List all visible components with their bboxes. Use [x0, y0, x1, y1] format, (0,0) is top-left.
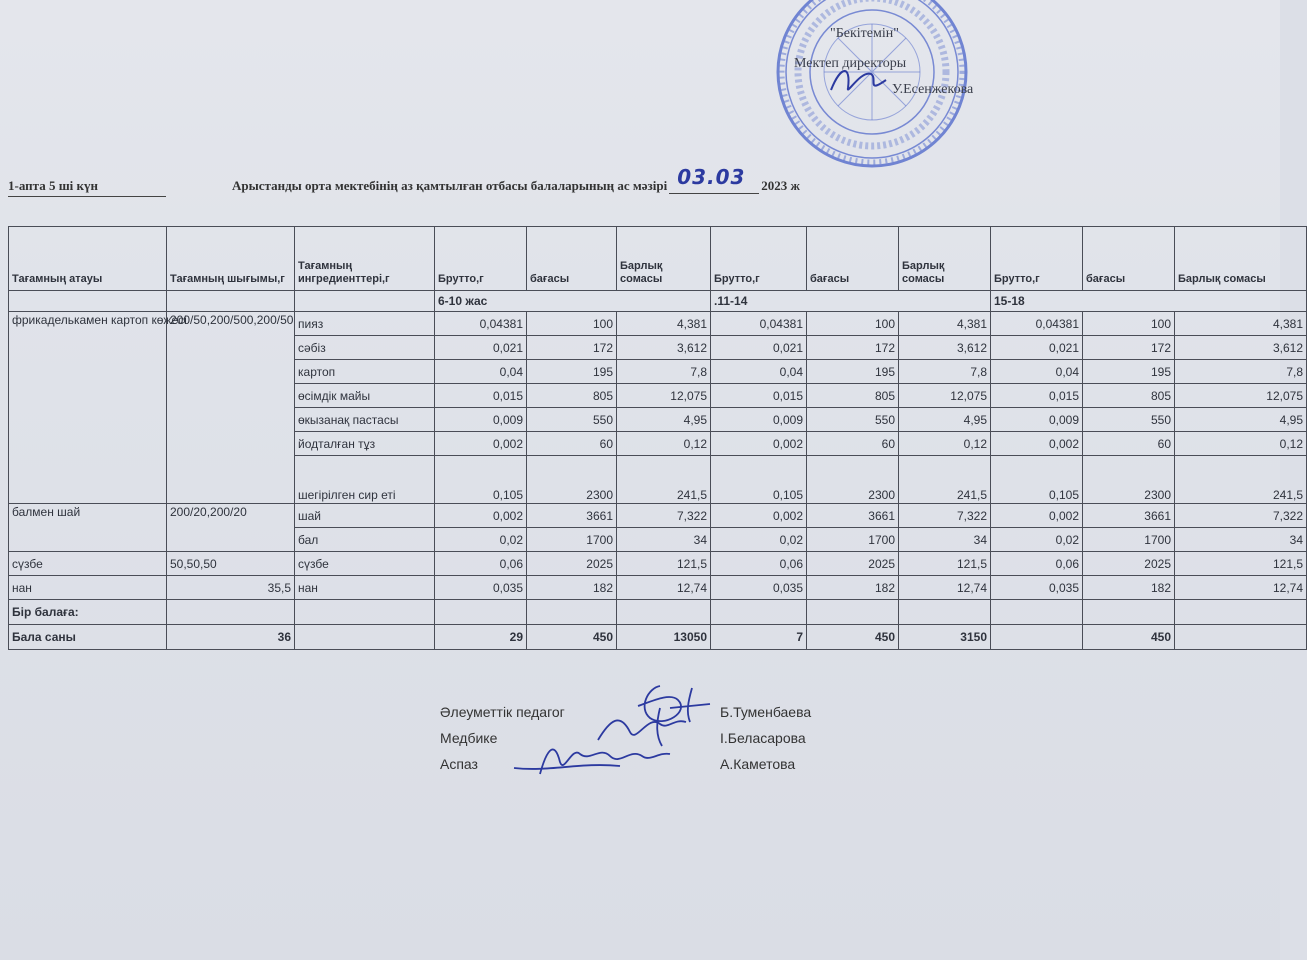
ingredient: шегірілген сир еті [295, 456, 435, 504]
col-header: бағасы [527, 227, 617, 291]
cell: 0,021 [435, 336, 527, 360]
cell: 0,002 [435, 432, 527, 456]
per-child-row [9, 600, 1307, 625]
dish-output: 200/20,200/20 [167, 504, 295, 552]
cell: 7,322 [617, 504, 711, 528]
cell: 182 [1083, 576, 1175, 600]
cell: 0,015 [991, 384, 1083, 408]
col-header: бағасы [807, 227, 899, 291]
age-group-row [9, 291, 1307, 312]
age-group-label: 6-10 жас [435, 291, 711, 312]
per-child-label: Бір балаға: [9, 600, 167, 625]
signature-name: І.Беласарова [720, 730, 806, 746]
table-row [9, 552, 1307, 576]
child-count-label: Бала саны [9, 625, 167, 650]
cell: 4,95 [899, 408, 991, 432]
dish-name: сүзбе [9, 552, 167, 576]
cell: 0,009 [991, 408, 1083, 432]
cell: 12,075 [899, 384, 991, 408]
col-header: бағасы [1083, 227, 1175, 291]
cell: 1700 [527, 528, 617, 552]
cell: 0,02 [435, 528, 527, 552]
cell [1175, 625, 1307, 650]
cell: 172 [527, 336, 617, 360]
cell: 0,002 [991, 504, 1083, 528]
cell: 0,12 [617, 432, 711, 456]
col-header: Брутто,г [711, 227, 807, 291]
cell: 4,95 [617, 408, 711, 432]
col-header: Тағамның ингредиенттері,г [295, 227, 435, 291]
cell: 2025 [807, 552, 899, 576]
cell: 0,105 [435, 456, 527, 504]
ingredient: өсімдік майы [295, 384, 435, 408]
cell: 60 [1083, 432, 1175, 456]
cell: 0,002 [991, 432, 1083, 456]
signature-name: А.Каметова [720, 756, 796, 772]
ingredient: бал [295, 528, 435, 552]
cell: 0,002 [711, 504, 807, 528]
cell: 0,035 [435, 576, 527, 600]
table-row [9, 312, 1307, 336]
cell: 450 [1083, 625, 1175, 650]
cell: 0,06 [991, 552, 1083, 576]
menu-title [232, 165, 800, 194]
table-row [9, 576, 1307, 600]
date-field [669, 165, 759, 194]
cell: 0,009 [435, 408, 527, 432]
cell: 2025 [527, 552, 617, 576]
signature-role: Аспаз [440, 756, 478, 772]
cell: 0,009 [711, 408, 807, 432]
cell: 0,12 [1175, 432, 1307, 456]
cell: 182 [527, 576, 617, 600]
cell: 34 [1175, 528, 1307, 552]
signature-role: Медбике [440, 730, 498, 746]
age-group-label: 15-18 [991, 291, 1307, 312]
cook-signature [510, 732, 680, 782]
dish-output: 35,5 [167, 576, 295, 600]
cell: 121,5 [617, 552, 711, 576]
cell: 29 [435, 625, 527, 650]
cell: 1700 [807, 528, 899, 552]
cell: 121,5 [1175, 552, 1307, 576]
handwritten-date: 03.03 [677, 165, 746, 189]
cell: 4,381 [899, 312, 991, 336]
cell: 3,612 [1175, 336, 1307, 360]
cell: 0,035 [991, 576, 1083, 600]
cell: 0,015 [435, 384, 527, 408]
dish-output: 200/50,200/500,200/50 [167, 312, 295, 504]
cell: 0,04 [711, 360, 807, 384]
cell: 241,5 [1175, 456, 1307, 504]
cell: 0,002 [435, 504, 527, 528]
cell: 7,322 [1175, 504, 1307, 528]
ingredient: картоп [295, 360, 435, 384]
cell: 60 [527, 432, 617, 456]
cell: 805 [1083, 384, 1175, 408]
cell: 34 [617, 528, 711, 552]
cell: 7 [711, 625, 807, 650]
cell: 195 [1083, 360, 1175, 384]
cell: 2025 [1083, 552, 1175, 576]
cell: 182 [807, 576, 899, 600]
ingredient: сүзбе [295, 552, 435, 576]
cell: 195 [807, 360, 899, 384]
cell: 3661 [527, 504, 617, 528]
cell: 100 [1083, 312, 1175, 336]
cell: 3661 [807, 504, 899, 528]
dish-name: нан [9, 576, 167, 600]
cell: 0,06 [711, 552, 807, 576]
cell: 0,04381 [435, 312, 527, 336]
ingredient: сәбіз [295, 336, 435, 360]
cell: 7,8 [1175, 360, 1307, 384]
table-row [9, 504, 1307, 528]
col-header: Брутто,г [435, 227, 527, 291]
year-label: 2023 ж [761, 178, 800, 193]
cell: 172 [1083, 336, 1175, 360]
cell: 550 [1083, 408, 1175, 432]
cell: 0,04 [435, 360, 527, 384]
cell: 3661 [1083, 504, 1175, 528]
dish-output: 50,50,50 [167, 552, 295, 576]
cell: 172 [807, 336, 899, 360]
director-signature [826, 60, 896, 100]
menu-title-text: Арыстанды орта мектебінің аз қамтылған отбасы балаларының ас мәзірі [232, 178, 668, 193]
approval-line-1: "Бекітемін" [830, 26, 899, 41]
cell: 0,04 [991, 360, 1083, 384]
cell: 0,021 [991, 336, 1083, 360]
cell: 60 [807, 432, 899, 456]
cell: 12,74 [1175, 576, 1307, 600]
cell: 0,105 [711, 456, 807, 504]
col-header: Барлық сомасы [1175, 227, 1307, 291]
cell: 241,5 [899, 456, 991, 504]
cell: 0,105 [991, 456, 1083, 504]
cell: 0,021 [711, 336, 807, 360]
cell: 0,02 [991, 528, 1083, 552]
cell: 7,322 [899, 504, 991, 528]
cell: 2300 [527, 456, 617, 504]
cell: 0,04381 [711, 312, 807, 336]
ingredient: өкызанақ пастасы [295, 408, 435, 432]
cell: 0,06 [435, 552, 527, 576]
cell: 4,381 [1175, 312, 1307, 336]
cell: 36 [167, 625, 295, 650]
cell: 7,8 [617, 360, 711, 384]
col-header: Брутто,г [991, 227, 1083, 291]
cell: 100 [527, 312, 617, 336]
cell: 0,02 [711, 528, 807, 552]
cell: 121,5 [899, 552, 991, 576]
col-header: Барлық сомасы [617, 227, 711, 291]
cell: 3,612 [899, 336, 991, 360]
dish-name: фрикаделькамен картоп көжесі [9, 312, 167, 504]
cell: 550 [807, 408, 899, 432]
col-header: Тағамның атауы [9, 227, 167, 291]
cell: 12,075 [617, 384, 711, 408]
cell: 4,95 [1175, 408, 1307, 432]
signature-name: Б.Туменбаева [720, 704, 812, 720]
cell: 450 [527, 625, 617, 650]
ingredient: шай [295, 504, 435, 528]
cell: 1700 [1083, 528, 1175, 552]
cell: 241,5 [617, 456, 711, 504]
table-header-row [9, 227, 1307, 291]
cell: 450 [807, 625, 899, 650]
cell [991, 625, 1083, 650]
cell: 34 [899, 528, 991, 552]
ingredient: пияз [295, 312, 435, 336]
cell: 195 [527, 360, 617, 384]
cell: 805 [527, 384, 617, 408]
cell: 0,015 [711, 384, 807, 408]
cell: 12,74 [617, 576, 711, 600]
age-group-label: .11-14 [711, 291, 991, 312]
cell: 13050 [617, 625, 711, 650]
cell: 2300 [807, 456, 899, 504]
col-header: Тағамның шығымы,г [167, 227, 295, 291]
cell: 3150 [899, 625, 991, 650]
dish-name: балмен шай [9, 504, 167, 552]
week-day-label: 1-апта 5 ші күн [8, 178, 166, 197]
child-count-row [9, 625, 1307, 650]
cell: 805 [807, 384, 899, 408]
ingredient: йодталған тұз [295, 432, 435, 456]
ingredient: нан [295, 576, 435, 600]
cell: 4,381 [617, 312, 711, 336]
cell: 0,04381 [991, 312, 1083, 336]
cell: 7,8 [899, 360, 991, 384]
cell: 0,035 [711, 576, 807, 600]
cell: 12,075 [1175, 384, 1307, 408]
cell: 550 [527, 408, 617, 432]
approval-line-3: У.Есенжекова [892, 82, 974, 97]
cell: 0,002 [711, 432, 807, 456]
cell: 0,12 [899, 432, 991, 456]
cell: 3,612 [617, 336, 711, 360]
menu-table [8, 226, 1307, 650]
col-header: Барлық сомасы [899, 227, 991, 291]
approval-line-2: Мектеп директоры [794, 56, 907, 71]
cell: 2300 [1083, 456, 1175, 504]
cell: 100 [807, 312, 899, 336]
signature-role: Әлеуметтік педагог [440, 704, 565, 720]
cell: 12,74 [899, 576, 991, 600]
